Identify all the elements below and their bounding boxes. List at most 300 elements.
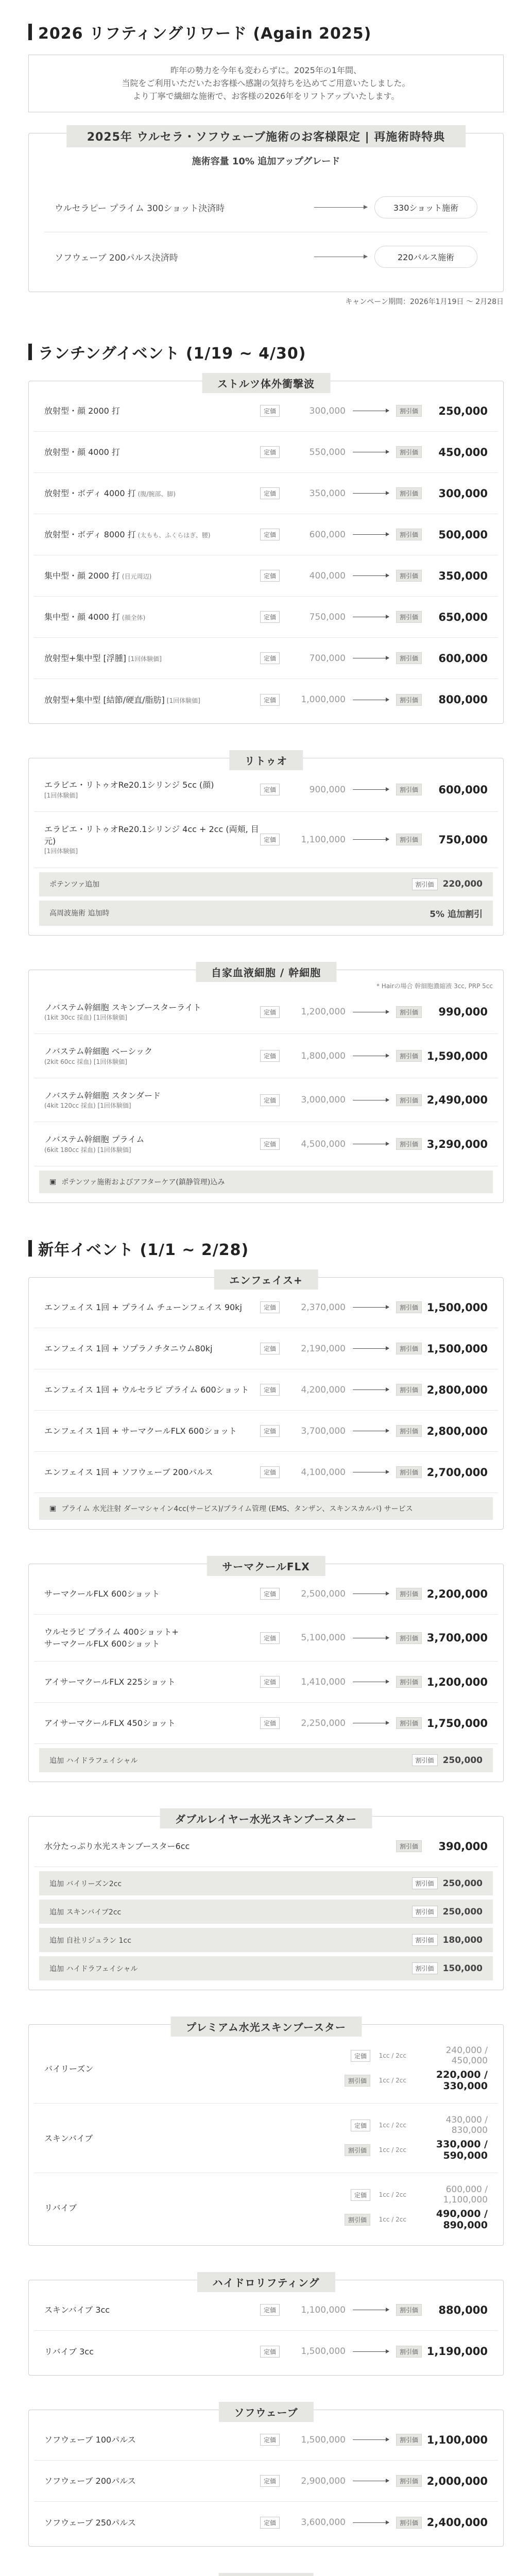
discount-tag: 割引価 — [396, 1588, 422, 1600]
regular-tag: 定価 — [260, 529, 280, 540]
regular-price: 1,800,000 — [301, 1050, 346, 1061]
item-name — [44, 1090, 260, 1111]
price-lines — [345, 2184, 488, 2231]
discount-price: 990,000 — [438, 1006, 488, 1019]
regular-tag: 定価 — [351, 2120, 370, 2131]
regular-price: 2,250,000 — [301, 1718, 346, 1728]
item-note: (腹/腕部、脚) — [138, 490, 176, 498]
regular-price: 2,370,000 — [301, 1302, 346, 1313]
arrow-icon — [353, 534, 389, 535]
item-label: ノバステム幹細胞 スタンダード — [44, 1090, 161, 1100]
item-note: (太もも、ふくらはぎ、腰) — [138, 532, 211, 539]
thermage-box — [28, 1561, 504, 1782]
discount-price: 1,100,000 — [426, 2433, 488, 2446]
price-lines — [345, 2115, 488, 2161]
price-row — [34, 812, 498, 868]
discount-tag: 割引価 — [396, 2304, 422, 2316]
regular-tag: 定価 — [260, 487, 280, 499]
regular-line — [351, 2115, 488, 2136]
item-sub: (2kit 60cc 採血) [1回体験価] — [44, 1058, 127, 1065]
campaign-box — [28, 133, 504, 292]
discount-tag: 割引価 — [412, 1934, 438, 1946]
price-row — [34, 2173, 498, 2242]
item-label: 放射型・顔 4000 打 — [44, 447, 120, 457]
regular-tag: 定価 — [260, 1466, 280, 1478]
regular-tag: 定価 — [260, 1676, 280, 1688]
item-label: 放射型・ボディ 8000 打 — [44, 530, 136, 540]
discount-price: 800,000 — [438, 693, 488, 706]
regular-price: 4,200,000 — [301, 1384, 346, 1395]
extra-row — [39, 1871, 493, 1895]
item-note: (目元周辺) — [122, 573, 152, 581]
discount-price: 500,000 — [438, 528, 488, 541]
discount-tag: 割引価 — [396, 784, 422, 795]
extra-row — [39, 1748, 493, 1772]
item-name — [44, 2304, 260, 2316]
item-name — [44, 652, 260, 664]
price-row — [34, 1662, 498, 1703]
regular-tag: 定価 — [260, 652, 280, 664]
price-lines — [345, 2045, 488, 2092]
price-row — [34, 2419, 498, 2461]
price-row — [34, 391, 498, 432]
double-box — [28, 1813, 504, 1990]
item-label: スキンバイブ 3cc — [44, 2305, 110, 2315]
regular-price: 2,190,000 — [301, 1343, 346, 1354]
item-label: 集中型・顔 4000 打 — [44, 612, 120, 622]
discount-price: 250,000 — [438, 404, 488, 417]
gift-icon: ▣ — [49, 1504, 57, 1513]
campaign-row: ソフウェーブ 200パルス決済時 220パルス施術 — [44, 232, 488, 281]
item-name — [44, 1466, 260, 1478]
regular-tag: 定価 — [260, 1384, 280, 1396]
discount-price: 1,750,000 — [426, 1717, 488, 1730]
ritoo-box — [28, 755, 504, 935]
discount-price: 3,700,000 — [426, 1632, 488, 1645]
extra-name: 追加 ハイドラフェイシャル — [49, 1756, 138, 1765]
item-label: 集中型・顔 2000 打 — [44, 571, 120, 581]
qty-label: 1cc / 2cc — [379, 2216, 406, 2224]
item-label: エラビエ・リトゥオRe20.1シリンジ 5cc (顔) — [44, 780, 214, 790]
item-label: ウルセラピ プライム 400ショット+ サーマクールFLX 600ショット — [44, 1627, 179, 1649]
regular-price: 300,000 — [309, 405, 346, 416]
discount-tag: 割引価 — [396, 405, 422, 417]
extra-price: 250,000 — [442, 1755, 483, 1766]
arrow-icon — [314, 207, 367, 208]
discount-line — [345, 2139, 488, 2161]
item-name — [44, 2517, 260, 2529]
price-row — [34, 1411, 498, 1452]
item-name — [44, 570, 260, 582]
price-row — [34, 1703, 498, 1744]
extra-name: 追加 バイリーズン2cc — [49, 1879, 122, 1888]
discount-line — [345, 2208, 488, 2231]
regular-tag: 定価 — [260, 1632, 280, 1644]
extra-price: 250,000 — [442, 1906, 483, 1917]
discount-price: 2,400,000 — [426, 2516, 488, 2529]
gift-icon: ▣ — [49, 1178, 57, 1187]
storz-box — [28, 378, 504, 724]
regular-tag: 定価 — [260, 2517, 280, 2529]
discount-tag: 割引価 — [412, 1877, 438, 1889]
page-title: 2026 リフティングリワード (Again 2025) — [28, 21, 504, 43]
discount-tag: 割引価 — [396, 1343, 422, 1354]
regular-tag: 定価 — [260, 446, 280, 458]
storz-head: ストルツ体外衝撃波 — [202, 373, 330, 393]
price-row — [34, 638, 498, 679]
item-name — [44, 1384, 260, 1396]
discount-price: 490,000 / 890,000 — [436, 2208, 488, 2231]
item-sub: (4kit 120cc 採血) [1回体験価] — [44, 1102, 131, 1110]
arrow-icon — [353, 1389, 389, 1390]
item-label: エンフェイス 1回 + サーマクールFLX 600ショット — [44, 1426, 237, 1436]
footer-note — [39, 1497, 493, 1520]
item-name — [44, 2202, 345, 2214]
price-row — [34, 2034, 498, 2104]
item-label: リバイブ — [44, 2202, 77, 2213]
discount-price: 1,590,000 — [426, 1049, 488, 1062]
price-row — [34, 1573, 498, 1615]
regular-tag: 定価 — [260, 1717, 280, 1729]
regular-price: 700,000 — [309, 653, 346, 664]
discount-tag: 割引価 — [396, 1006, 422, 1018]
item-note: [1回体験価] — [128, 655, 162, 663]
regular-tag: 定価 — [260, 2346, 280, 2358]
regular-tag: 定価 — [260, 834, 280, 845]
arrow-icon — [353, 839, 389, 840]
discount-tag: 割引価 — [396, 1425, 422, 1437]
regular-price: 1,000,000 — [301, 694, 346, 705]
regular-price: 4,100,000 — [301, 1467, 346, 1478]
discount-price: 2,000,000 — [426, 2475, 488, 2487]
regular-price: 2,900,000 — [301, 2476, 346, 2486]
hydro-head: ハイドロリフティング — [197, 2272, 335, 2292]
regular-tag: 定価 — [260, 1301, 280, 1313]
regular-price: 3,700,000 — [301, 1426, 346, 1436]
item-label: スキンバイブ — [44, 2133, 93, 2143]
discount-tag: 割引価 — [396, 2517, 422, 2529]
item-label: エンフェイス 1回 + ソプラノチタニウム80kj — [44, 1343, 213, 1353]
discount-price: 600,000 — [438, 783, 488, 796]
campaign-head: 2025年 ウルセラ・ソフウェーブ施術のお客様限定 | 再施術時特典 — [66, 125, 466, 147]
price-row — [34, 1078, 498, 1123]
item-label: アイサーマクールFLX 225ショット — [44, 1677, 176, 1687]
enface-head: エンフェイス+ — [214, 1269, 318, 1290]
regular-tag: 定価 — [351, 2189, 370, 2201]
discount-price: 350,000 — [438, 569, 488, 582]
item-label: 水分たっぷり水光スキンブースター6cc — [44, 1841, 190, 1852]
discount-price: 2,800,000 — [426, 1383, 488, 1396]
discount-price: 650,000 — [438, 611, 488, 623]
arrow-icon — [353, 789, 389, 790]
discount-price: 2,200,000 — [426, 1587, 488, 1600]
discount-tag: 割引価 — [412, 878, 438, 890]
item-sub: (1kit 30cc 採血) [1回体験価] — [44, 1013, 127, 1021]
regular-tag: 定価 — [260, 405, 280, 417]
discount-tag: 割引価 — [396, 1384, 422, 1396]
regular-price: 3,600,000 — [301, 2517, 346, 2528]
arrow-icon — [353, 2351, 389, 2352]
discount-price: 300,000 — [438, 487, 488, 500]
extra-row — [39, 1928, 493, 1952]
price-row — [34, 1328, 498, 1369]
regular-price: 1,410,000 — [301, 1676, 346, 1687]
discount-tag: 割引価 — [396, 570, 422, 582]
footer-note — [39, 1171, 493, 1193]
item-name — [44, 1343, 260, 1354]
discount-tag: 割引価 — [396, 446, 422, 458]
campaign-sub: 施術容量 10% 追加アップグレード — [192, 156, 340, 167]
price-row — [34, 514, 498, 555]
item-name — [44, 611, 260, 623]
regular-price: 5,100,000 — [301, 1633, 346, 1643]
regular-tag: 定価 — [260, 1588, 280, 1600]
campaign-row: ウルセラピー プライム 300ショット決済時 330ショット施術 — [44, 183, 488, 232]
price-row — [34, 597, 498, 638]
arrow-icon — [353, 575, 389, 576]
regular-tag: 定価 — [260, 694, 280, 706]
new-title: 新年イベント (1/1 ~ 2/28) — [28, 1237, 504, 1260]
discount-tag: 割引価 — [396, 2346, 422, 2358]
ritoo-head: リトゥオ — [229, 750, 303, 770]
item-label: 放射型・ボディ 4000 打 — [44, 488, 136, 499]
item-name — [44, 487, 260, 499]
discount-price: 2,490,000 — [426, 1094, 488, 1107]
prp-head: 自家血液細胞 / 幹細胞 — [196, 962, 336, 982]
discount-price: 2,800,000 — [426, 1425, 488, 1437]
qty-label: 1cc / 2cc — [379, 2077, 406, 2084]
item-label: 放射型・顔 2000 打 — [44, 406, 120, 416]
price-row — [34, 2461, 498, 2502]
regular-tag: 定価 — [260, 1006, 280, 1018]
discount-tag: 割引価 — [412, 1754, 438, 1766]
item-sub: [1回体験価] — [44, 848, 78, 855]
discount-tag: 割引価 — [396, 694, 422, 706]
footer-text: プライム 水光注射 ダーマシャイン4cc(サービス)/プライム管理 (EMS、タンザン、スキンスカルパ) サービス — [61, 1505, 413, 1514]
regular-price: 1,500,000 — [301, 2346, 346, 2357]
qty-label: 1cc / 2cc — [379, 2122, 406, 2129]
item-label: 放射型+集中型 [結節/硬直/脂肪] — [44, 694, 165, 705]
item-name — [44, 1425, 260, 1437]
item-label: ノバステム幹細胞 プライム — [44, 1134, 145, 1145]
discount-tag: 割引価 — [396, 1138, 422, 1150]
item-name — [44, 1588, 260, 1600]
footer-text: ポテンツァ施術およびアフターケア(鎮静管理)込み — [61, 1178, 225, 1187]
regular-line — [351, 2045, 488, 2066]
regular-price: 750,000 — [309, 612, 346, 622]
discount-tag: 割引価 — [396, 834, 422, 845]
discount-price: 330,000 / 590,000 — [436, 2139, 488, 2162]
price-row — [34, 1826, 498, 1867]
extra-name: 追加 スキンバイブ2cc — [49, 1908, 122, 1917]
arrow-icon — [353, 1348, 389, 1349]
sofwave-box — [28, 2406, 504, 2547]
discount-tag: 割引価 — [396, 1840, 422, 1852]
item-name — [44, 2132, 345, 2144]
qty-label: 1cc / 2cc — [379, 2052, 406, 2060]
price-row — [34, 432, 498, 473]
extra-name: ポテンツァ追加 — [49, 880, 100, 889]
discount-price: 3,290,000 — [426, 1138, 488, 1150]
discount-tag: 割引価 — [396, 1717, 422, 1729]
regular-price: 600,000 / 1,100,000 — [443, 2184, 488, 2206]
regular-tag: 定価 — [260, 570, 280, 582]
regular-tag: 定価 — [260, 1138, 280, 1150]
regular-price: 350,000 — [309, 488, 346, 499]
regular-tag: 定価 — [260, 1343, 280, 1354]
arrow-icon — [353, 2522, 389, 2523]
arrow-icon — [353, 493, 389, 494]
item-label: エンフェイス 1回 + ウルセラピ プライム 600ショット — [44, 1384, 249, 1395]
double-head: ダブルレイヤー水光スキンブースター — [160, 1808, 372, 1828]
discount-price: 2,700,000 — [426, 1466, 488, 1479]
qty-label: 1cc / 2cc — [379, 2146, 406, 2154]
item-label: ソフウェーブ 200パルス — [44, 2476, 136, 2486]
item-name — [44, 405, 260, 417]
regular-tag: 定価 — [260, 2304, 280, 2316]
regular-price: 1,100,000 — [301, 2304, 346, 2315]
regular-price: 2,500,000 — [301, 1588, 346, 1599]
arrow-icon — [353, 1307, 389, 1308]
discount-price: 450,000 — [438, 446, 488, 459]
price-row — [34, 679, 498, 720]
item-name — [44, 1133, 260, 1155]
enface-box — [28, 1274, 504, 1530]
hydro-box — [28, 2277, 504, 2376]
discount-price: 390,000 — [438, 1840, 488, 1853]
regular-price: 430,000 / 830,000 — [445, 2115, 488, 2136]
discount-tag: 割引価 — [412, 1906, 438, 1918]
item-name — [44, 1301, 260, 1313]
item-label: リバイブ 3cc — [44, 2346, 94, 2357]
item-label: ノバステム幹細胞 ベーシック — [44, 1046, 153, 1057]
item-label: ノバステム幹細胞 スキンブースターライト — [44, 1002, 201, 1012]
discount-price: 880,000 — [438, 2303, 488, 2316]
extra-price: 180,000 — [442, 1935, 483, 1945]
discount-tag: 割引価 — [396, 1094, 422, 1106]
regular-price: 550,000 — [309, 447, 346, 457]
discount-tag: 割引価 — [396, 2475, 422, 2487]
regular-price: 3,000,000 — [301, 1095, 346, 1106]
item-name — [44, 2434, 260, 2446]
premium-head: プレミアム水光スキンブースター — [170, 2016, 362, 2037]
item-note: [1回体験価] — [166, 697, 200, 704]
thermage-head: サーマクールFLX — [207, 1556, 325, 1576]
discount-price: 1,200,000 — [426, 1675, 488, 1688]
item-name — [44, 779, 260, 800]
item-label: ソフウェーブ 100パルス — [44, 2435, 136, 2445]
price-row — [34, 1122, 498, 1166]
mface-head — [218, 2573, 314, 2576]
item-name — [44, 2346, 260, 2358]
discount-line — [345, 2069, 488, 2092]
regular-tag: 定価 — [260, 1050, 280, 1062]
item-name — [44, 1840, 396, 1852]
price-row — [34, 2331, 498, 2372]
extra-row — [39, 1956, 493, 1980]
regular-tag: 定価 — [351, 2050, 370, 2062]
extra-name: 追加 ハイドラフェイシャル — [49, 1964, 138, 1973]
launch-title: ランチングイベント (1/19 ~ 4/30) — [28, 341, 504, 363]
regular-price: 900,000 — [309, 784, 346, 795]
price-row — [34, 1615, 498, 1662]
discount-price: 1,500,000 — [426, 1342, 488, 1355]
regular-price: 400,000 — [309, 570, 346, 581]
extra-row — [39, 1900, 493, 1924]
regular-price: 1,100,000 — [301, 834, 346, 845]
discount-price: 1,500,000 — [426, 1301, 488, 1314]
premium-box — [28, 2021, 504, 2246]
regular-price: 1,500,000 — [301, 2434, 346, 2445]
item-label: 放射型+集中型 [浮腫] — [44, 653, 126, 664]
discount-tag: 割引価 — [396, 652, 422, 664]
item-name — [44, 823, 260, 856]
regular-tag: 定価 — [260, 2434, 280, 2446]
discount-tag: 割引価 — [412, 1962, 438, 1974]
extra-name: 高周波施術 追加時 — [49, 909, 110, 918]
item-label: エラビエ・リトゥオRe20.1シリンジ 4cc + 2cc (両頬, 目元) — [44, 824, 259, 846]
discount-tag: 割引価 — [396, 1632, 422, 1644]
regular-price: 240,000 / 450,000 — [445, 2045, 488, 2066]
price-row — [34, 2290, 498, 2331]
item-name — [44, 446, 260, 458]
intro-text: 昨年の勢力を今年も変わらずに。2025年の1年間、 当院をご利用いただいたお客様へ感謝の気持ちを込めてご用意いたしました。 より丁寧で繊細な施術で、お客様の2026年をリフトアップいたします。 — [28, 55, 504, 112]
sofwave-head: ソフウェーブ — [218, 2402, 313, 2422]
item-label: サーマクールFLX 600ショット — [44, 1588, 160, 1599]
item-label: ソフウェーブ 250パルス — [44, 2517, 136, 2528]
price-row — [34, 473, 498, 514]
price-row — [34, 768, 498, 812]
regular-tag: 定価 — [260, 784, 280, 795]
discount-tag: 割引価 — [396, 529, 422, 540]
discount-tag: 割引価 — [396, 487, 422, 499]
regular-price: 1,200,000 — [301, 1007, 346, 1018]
arrow-icon — [353, 2439, 389, 2440]
discount-tag: 割引価 — [396, 1466, 422, 1478]
item-name — [44, 529, 260, 540]
extra-name: 追加 自社リジュラン 1cc — [49, 1936, 131, 1945]
discount-price: 750,000 — [438, 833, 488, 846]
discount-tag: 割引価 — [396, 1050, 422, 1062]
regular-price: 4,500,000 — [301, 1139, 346, 1149]
price-row — [34, 1452, 498, 1493]
extra-row — [39, 872, 493, 896]
price-row — [34, 1287, 498, 1328]
prp-box — [28, 966, 504, 1203]
item-label: エンフェイス 1回 + ソフウェーブ 200パルス — [44, 1467, 213, 1477]
item-sub: (6kit 180cc 採血) [1回体験価] — [44, 1146, 131, 1154]
item-name — [44, 694, 260, 706]
discount-price: 600,000 — [438, 652, 488, 665]
discount-tag: 割引価 — [396, 2434, 422, 2446]
regular-price: 600,000 — [309, 529, 346, 540]
discount-tag: 割引価 — [345, 2214, 370, 2226]
item-sub: [1回体験価] — [44, 791, 78, 799]
price-row — [34, 1034, 498, 1078]
item-name — [44, 2063, 345, 2075]
extra-price: 5% 追加割引 — [430, 909, 483, 920]
discount-tag: 割引価 — [396, 1676, 422, 1688]
item-name — [44, 2475, 260, 2487]
discount-price: 1,190,000 — [426, 2345, 488, 2358]
item-label: エンフェイス 1回 + プライム チューンフェイス 90kj — [44, 1302, 242, 1312]
item-name — [44, 1676, 260, 1688]
discount-tag: 割引価 — [396, 611, 422, 623]
discount-tag: 割引価 — [345, 2075, 370, 2087]
item-name — [44, 1045, 260, 1066]
item-label: アイサーマクールFLX 450ショット — [44, 1718, 176, 1728]
extra-price: 220,000 — [442, 879, 483, 890]
